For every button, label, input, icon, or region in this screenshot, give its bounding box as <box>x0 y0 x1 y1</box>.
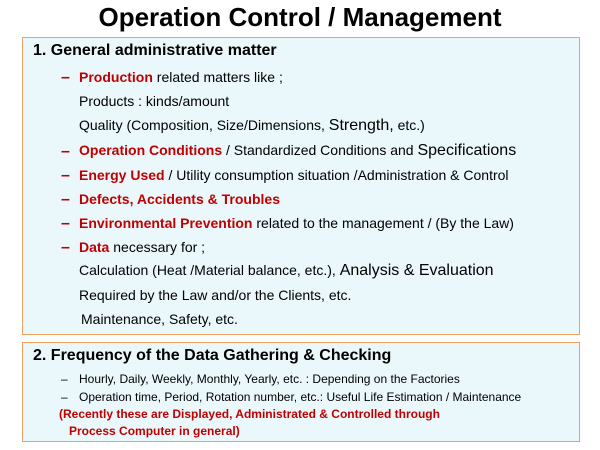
item-maintenance-safety: Maintenance, Safety, etc. <box>81 311 238 327</box>
bullet-dash: – <box>61 390 68 404</box>
item-products: Products : kinds/amount <box>79 93 230 109</box>
item-operation-time: Operation time, Period, Rotation number, etc.: Useful Life Estimation / Maintenance <box>79 390 522 404</box>
bullet-dash: – <box>61 215 70 232</box>
bullet-dash: – <box>61 239 70 256</box>
item-operation-conditions: Operation Conditions / Standardized Conditions and Specifications <box>79 142 517 159</box>
section-general-administrative <box>22 37 580 335</box>
section-frequency <box>22 342 580 442</box>
item-quality: Quality (Composition, Size/Dimensions, Strength, etc.) <box>79 117 425 134</box>
section1-heading: 1. General administrative matter <box>33 42 277 59</box>
item-defects: Defects, Accidents & Troubles <box>79 191 280 207</box>
slide-title: Operation Control / Management <box>98 2 502 32</box>
bullet-dash: – <box>61 69 70 86</box>
item-data: Data necessary for ; <box>79 239 206 255</box>
bullet-dash: – <box>61 167 70 184</box>
bullet-dash: – <box>61 143 70 160</box>
item-environmental-prevention: Environmental Prevention related to the management / (By the Law) <box>79 215 514 231</box>
item-production: Production related matters like ; <box>79 69 283 85</box>
bullet-dash: – <box>61 372 68 386</box>
note-line-2: Process Computer in general) <box>69 424 240 438</box>
bullet-dash: – <box>61 191 70 208</box>
section2-heading: 2. Frequency of the Data Gathering & Checking <box>33 347 392 364</box>
item-calculation: Calculation (Heat /Material balance, etc.), Analysis & Evaluation <box>79 262 494 279</box>
item-required-by-law: Required by the Law and/or the Clients, etc. <box>79 287 352 303</box>
note-line-1: (Recently these are Displayed, Administrated & Controlled through <box>59 407 440 421</box>
item-frequency: Hourly, Daily, Weekly, Monthly, Yearly, etc. : Depending on the Factories <box>79 372 460 386</box>
item-energy-used: Energy Used / Utility consumption situation /Administration & Control <box>79 167 509 183</box>
